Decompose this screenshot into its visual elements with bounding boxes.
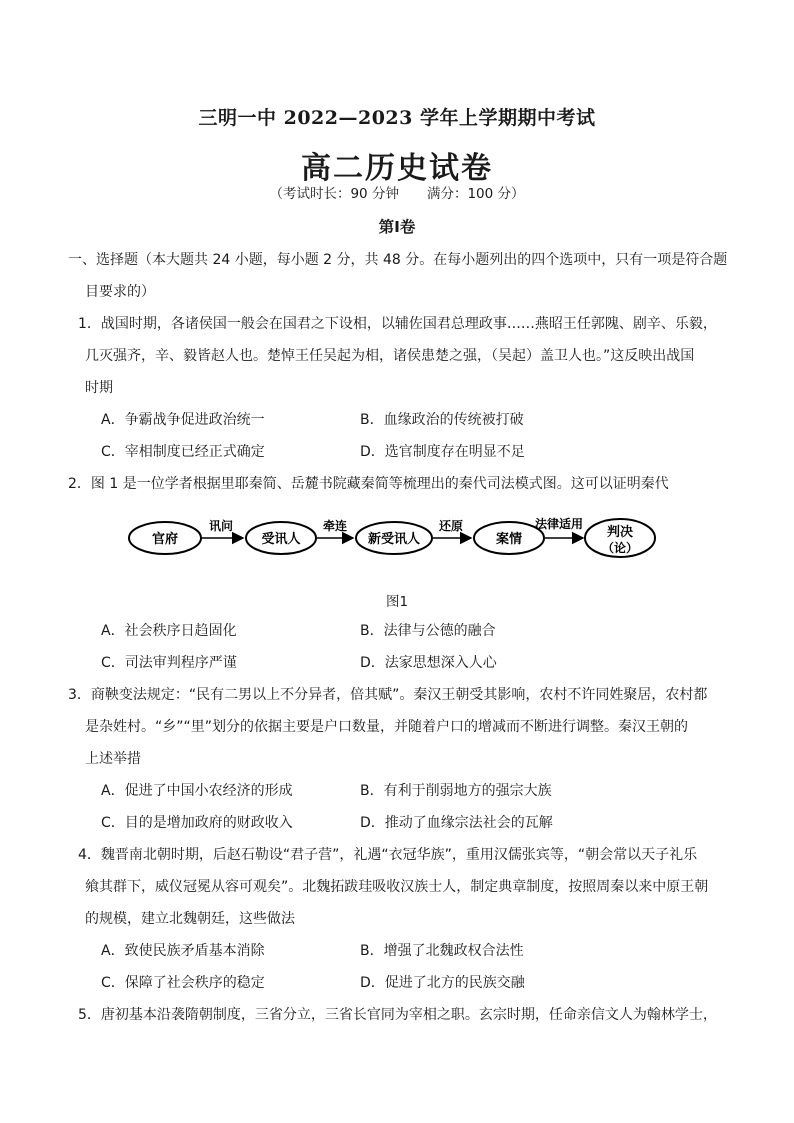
node-verdict-sub: （论）	[601, 541, 639, 555]
exam-full-score: 满分：100 分）	[426, 186, 525, 202]
question-5-line-1: 5．唐初基本沿袭隋朝制度，三省分立，三省长官同为宰相之职。玄宗时期，任命亲信文人为翰林学士，	[78, 1007, 717, 1023]
volume-heading: 第Ⅰ卷	[378, 218, 416, 236]
school-exam-title: 三明一中 2022—2023 学年上学期期中考试	[198, 107, 596, 129]
exam-paper-title: 高二历史试卷	[301, 151, 493, 186]
arrow-label-interrogate: 讯问	[208, 519, 234, 533]
question-3-option-b: B．有利于削弱地方的强宗大族	[360, 783, 552, 799]
question-4-line-2: 飨其群下，威仪冠冕从容可观矣”。北魏拓跋珪吸收汉族士人，制定典章制度，按照周秦以来中原王朝	[85, 879, 709, 895]
node-verdict: 判决	[606, 525, 634, 540]
section-instruction-line-1: 一、选择题（本大题共 24 小题，每小题 2 分，共 48 分。在每小题列出的四个选项中，只有一项是符合题	[68, 252, 728, 268]
question-1-option-c: C．宰相制度已经正式确定	[101, 444, 265, 460]
question-3-option-c: C．目的是增加政府的财政收入	[101, 815, 293, 831]
exam-info	[0, 182, 794, 202]
question-2-option-b: B．法律与公德的融合	[360, 623, 496, 639]
question-1-line-2: 几灭强齐，辛、毅皆赵人也。楚悼王任吴起为相，诸侯患楚之强，（吴起）盖卫人也。”这反映出战国	[85, 348, 695, 364]
section-instruction-line-2: 目要求的）	[85, 284, 155, 300]
question-4-option-b: B．增强了北魏政权合法性	[360, 943, 524, 959]
question-3-line-3: 上述举措	[85, 751, 141, 767]
figure-caption: 图1	[385, 594, 409, 610]
node-interrogated: 受讯人	[261, 532, 301, 547]
node-new-interrogated: 新受讯人	[367, 532, 421, 547]
question-1-line-3: 时期	[85, 380, 113, 396]
question-1-line-1: 1．战国时期，各诸侯国一般会在国君之下设相，以辅佐国君总理政事……燕昭王任郭隗、剧辛、乐毅，	[78, 316, 717, 332]
node-case-facts: 案情	[495, 532, 523, 547]
question-1-option-b: B．血缘政治的传统被打破	[360, 412, 524, 428]
question-3-line-2: 是杂姓村。“乡”“里”划分的依据主要是户口数量，并随着户口的增减而不断进行调整。秦汉王朝的	[85, 719, 689, 735]
question-3-line-1: 3．商鞅变法规定：“民有二男以上不分异者，倍其赋”。秦汉王朝受其影响，农村不许同姓聚居，农村都	[68, 687, 708, 703]
question-4-line-1: 4．魏晋南北朝时期，后赵石勒设“君子营”，礼遇“衣冠华族”，重用汉儒张宾等，“朝会常以天子礼乐	[78, 847, 698, 863]
question-4-option-a: A．致使民族矛盾基本消除	[101, 943, 265, 959]
exam-duration: （考试时长：90 分钟	[269, 186, 399, 202]
question-4-line-3: 的规模，建立北魏朝廷，这些做法	[85, 911, 295, 927]
question-3-option-a: A．促进了中国小农经济的形成	[101, 783, 293, 799]
question-4-option-d: D．促进了北方的民族交融	[360, 975, 525, 991]
arrow-label-implicate: 牵连	[322, 519, 348, 533]
question-3-option-d: D．推动了血缘宗法社会的瓦解	[360, 815, 553, 831]
node-official: 官府	[151, 532, 179, 547]
question-2-option-c: C．司法审判程序严谨	[101, 655, 237, 671]
question-1-option-d: D．选官制度存在明显不足	[360, 444, 525, 460]
arrow-label-restore: 还原	[438, 519, 464, 533]
judicial-procedure-diagram	[125, 508, 685, 572]
question-1-option-a: A．争霸战争促进政治统一	[101, 412, 265, 428]
question-2-option-a: A．社会秩序日趋固化	[101, 623, 237, 639]
arrow-label-apply-law: 法律适用	[534, 517, 584, 531]
question-4-option-c: C．保障了社会秩序的稳定	[101, 975, 265, 991]
question-2-option-d: D．法家思想深入人心	[360, 655, 497, 671]
question-2-line-1: 2．图 1 是一位学者根据里耶秦简、岳麓书院藏秦简等梳理出的秦代司法模式图。这可以证明秦代	[68, 476, 669, 492]
